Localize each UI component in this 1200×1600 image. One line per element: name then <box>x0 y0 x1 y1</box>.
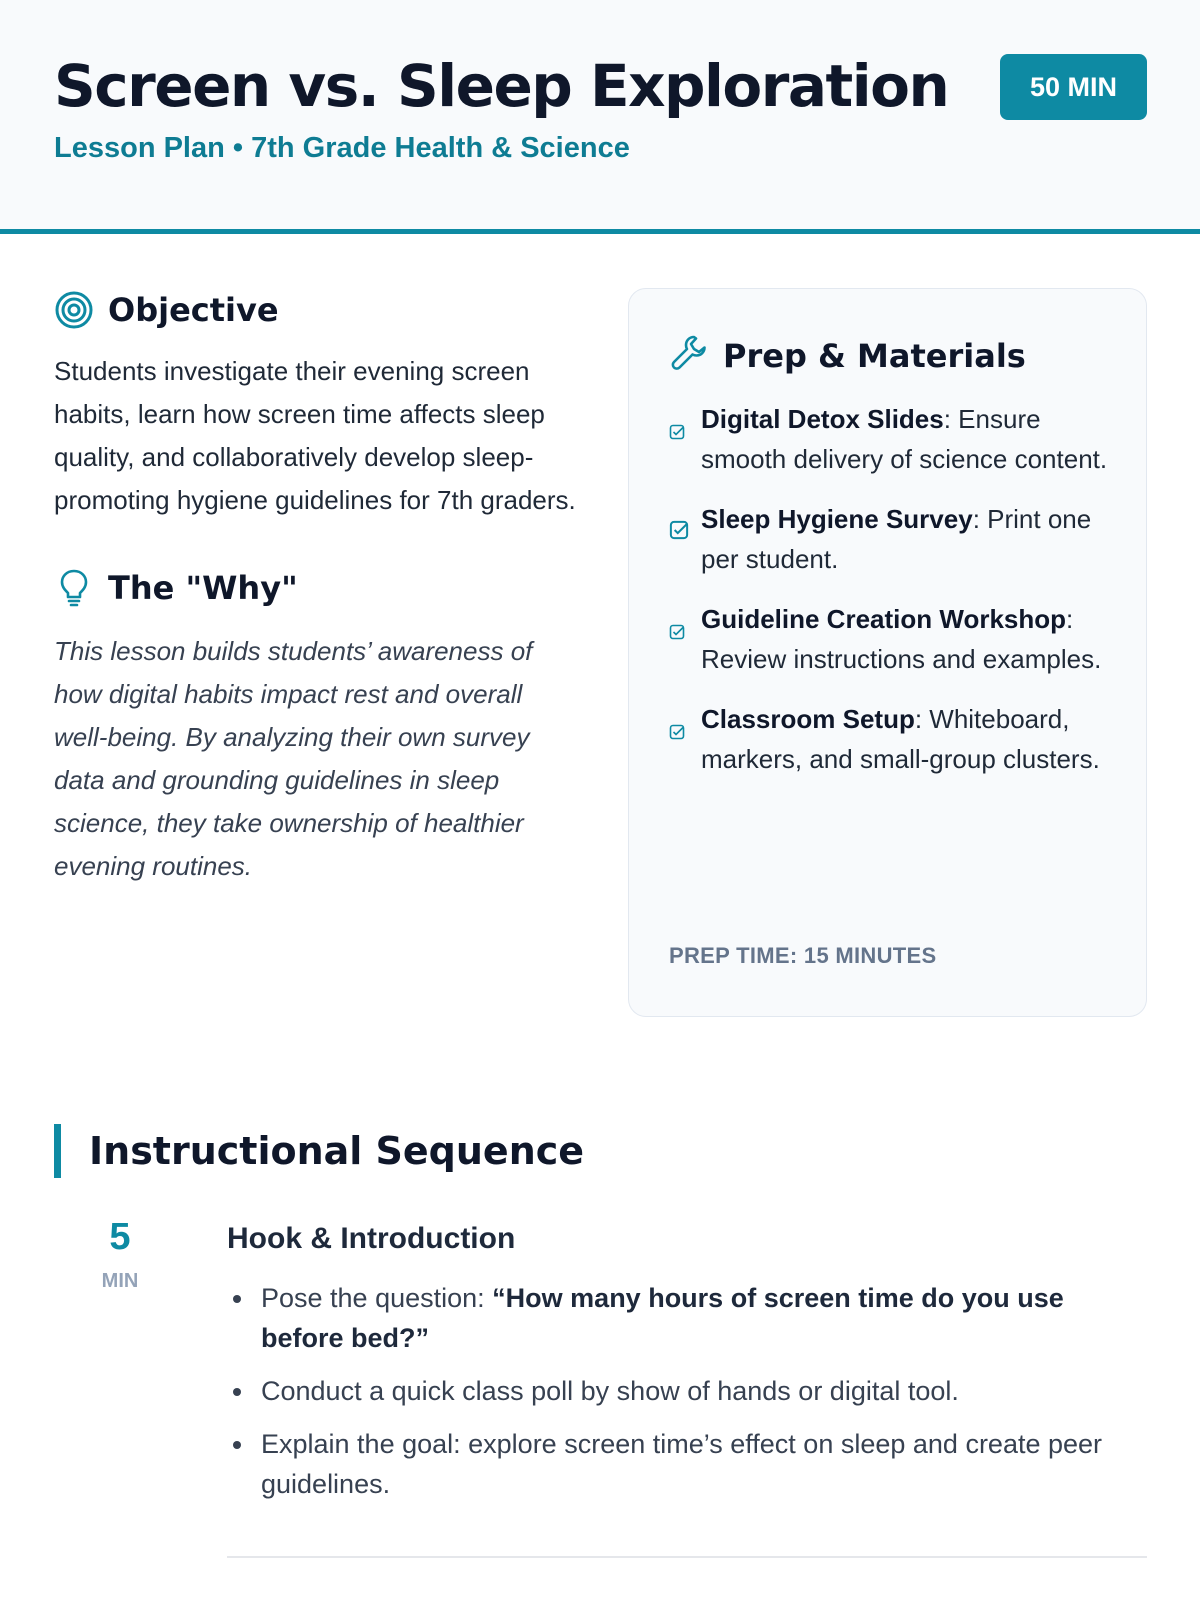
prep-item <box>669 499 1119 579</box>
sequence-title: Instructional Sequence <box>89 1129 585 1173</box>
prep-heading <box>669 333 1026 378</box>
step-title: Hook & Introduction <box>227 1222 516 1255</box>
objective-text: Students investigate their evening screen habits, learn how screen time affects sleep quality, and collaboratively develop sleep-promoting hygiene guidelines for 7th graders. <box>54 356 576 515</box>
prep-item-detail: : Ensure smooth delivery of science content. <box>701 404 1108 474</box>
prep-list <box>669 399 1119 799</box>
step-minutes: 5 <box>109 1216 131 1258</box>
prep-title: Prep & Materials <box>723 336 1026 375</box>
checkbox-icon <box>669 599 689 679</box>
objective-title: Objective <box>108 291 279 329</box>
left-column <box>54 286 594 888</box>
checkbox-icon <box>669 399 689 479</box>
prep-item <box>669 599 1119 679</box>
step-minutes-unit: MIN <box>101 1270 139 1292</box>
prep-item-name: Sleep Hygiene Survey <box>701 504 973 534</box>
prep-item-detail: : Review instructions and examples. <box>701 604 1102 674</box>
why-title: The "Why" <box>108 569 298 607</box>
list-item <box>227 1371 1152 1411</box>
prep-item-name: Guideline Creation Workshop <box>701 604 1067 634</box>
wrench-icon <box>669 333 709 378</box>
checkbox-icon <box>669 499 689 579</box>
objective-heading <box>54 286 594 334</box>
bullet-text: Pose the question: <box>261 1283 493 1313</box>
prep-item-detail: : Whiteboard, markers, and small-group clusters. <box>701 704 1100 774</box>
prep-time: PREP TIME: 15 MINUTES <box>669 943 937 968</box>
step-bullets <box>227 1278 1152 1517</box>
bullet-text: Explain the goal: explore screen time’s effect on sleep and create peer guidelines. <box>261 1429 1103 1499</box>
why-text: This lesson builds students’ awareness of how digital habits impact rest and overall well-being. By analyzing their own survey data and grounding guidelines in sleep science, they take ownership of healthier evening routines. <box>54 636 533 881</box>
checkbox-icon <box>669 699 689 779</box>
why-heading <box>54 564 594 612</box>
step-divider <box>227 1556 1147 1558</box>
prep-item-detail: : Print one per student. <box>701 504 1092 574</box>
prep-item-name: Classroom Setup <box>701 704 915 734</box>
prep-item-name: Digital Detox Slides <box>701 404 944 434</box>
bullet-question: “How many hours of screen time do you use before bed?” <box>261 1283 1064 1353</box>
lesson-header <box>0 0 1200 234</box>
list-item <box>227 1424 1152 1504</box>
page-title: Screen vs. Sleep Exploration <box>54 52 949 120</box>
sequence-heading <box>54 1124 584 1178</box>
list-item <box>227 1278 1152 1358</box>
target-icon <box>54 290 94 330</box>
duration-badge: 50 MIN <box>1000 54 1147 120</box>
prep-item <box>669 699 1119 779</box>
lightbulb-icon <box>54 568 94 608</box>
prep-item <box>669 399 1119 479</box>
page-subtitle: Lesson Plan • 7th Grade Health & Science <box>54 132 630 164</box>
bullet-text: Conduct a quick class poll by show of hands or digital tool. <box>261 1376 959 1406</box>
prep-materials-card <box>628 288 1147 1017</box>
